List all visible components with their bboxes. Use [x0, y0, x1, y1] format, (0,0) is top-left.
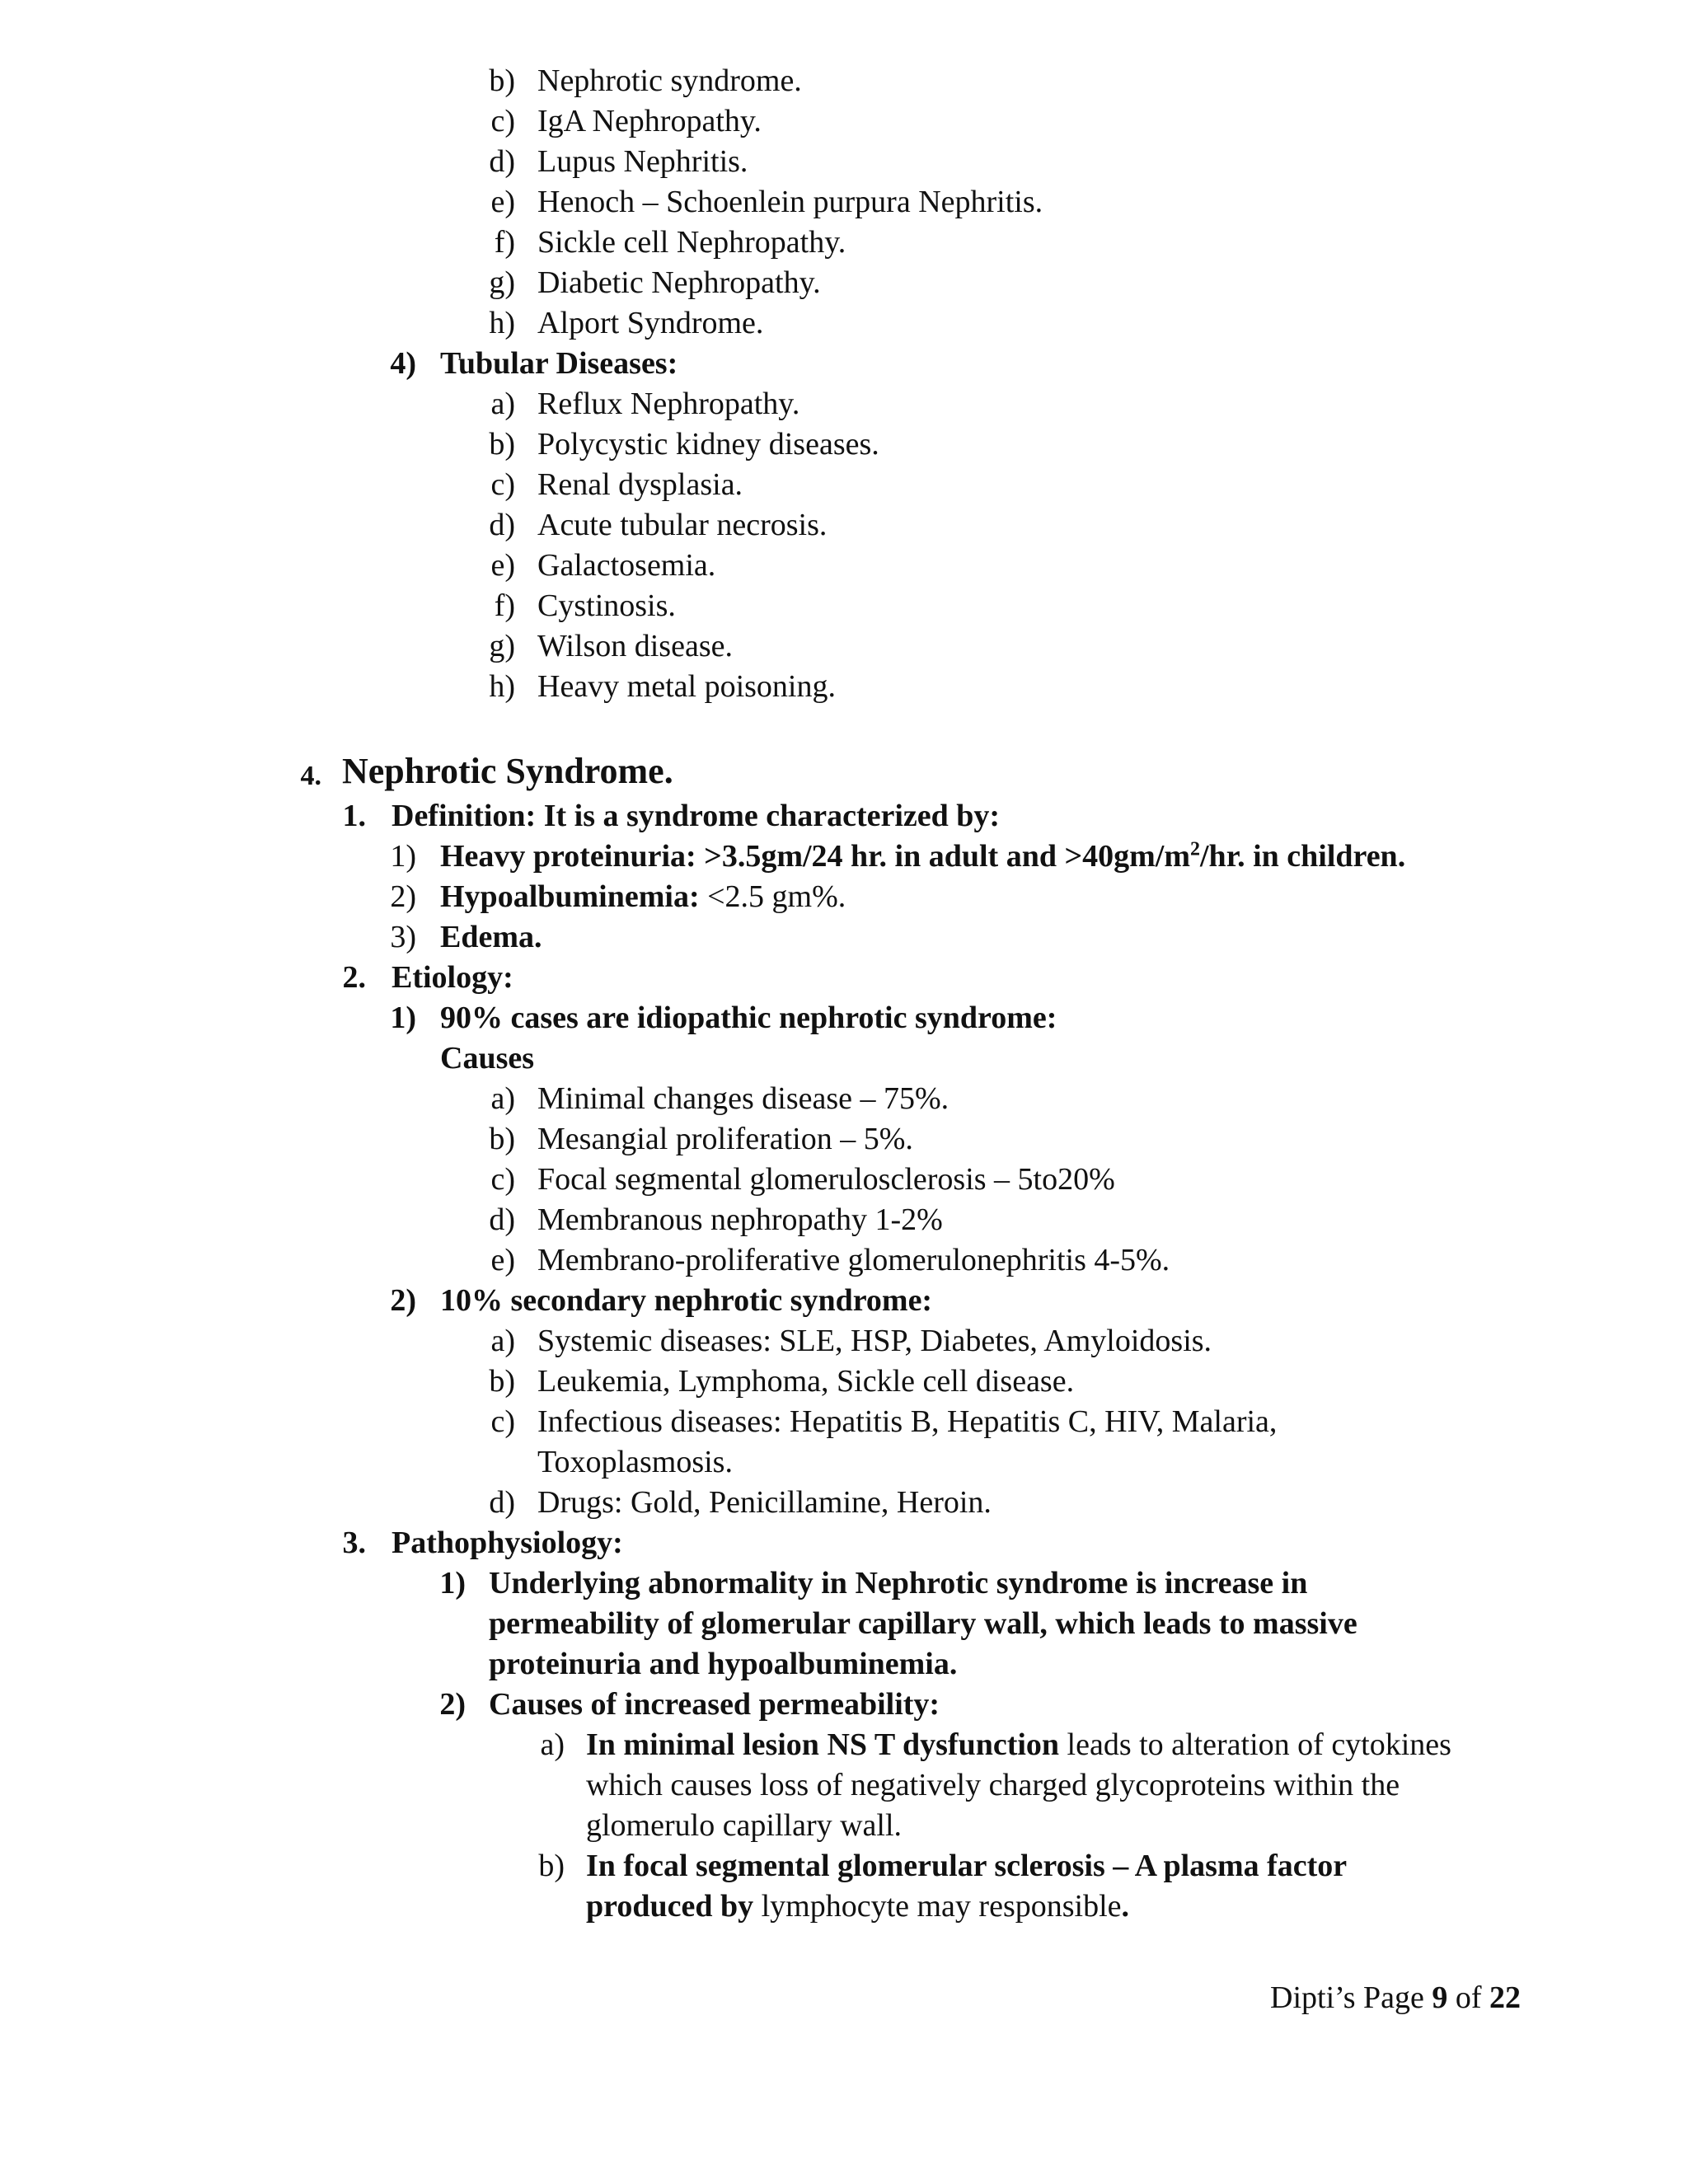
list-item-text: Wilson disease.: [537, 629, 733, 663]
list-item-title: Causes of increased permeability:: [489, 1687, 940, 1722]
page-number: 9: [1432, 1980, 1448, 2015]
list-item-text: Focal segmental glomerulosclerosis – 5to20%: [537, 1162, 1115, 1197]
list-item-text: Polycystic kidney diseases.: [537, 427, 879, 462]
section-number: 4.: [300, 761, 321, 791]
list-item-text: Minimal changes disease – 75%.: [537, 1081, 950, 1116]
list-item-text: IgA Nephropathy.: [537, 104, 762, 138]
list-marker: f): [494, 225, 515, 260]
list-item-text: Mesangial proliferation – 5%.: [537, 1122, 913, 1156]
list-item-text: Systemic diseases: SLE, HSP, Diabetes, Amyloidosis.: [537, 1324, 1212, 1358]
list-item-text: Membranous nephropathy 1-2%: [537, 1202, 943, 1237]
list-item-text: Underlying abnormality in Nephrotic syndrome is increase in: [489, 1566, 1308, 1601]
list-item-text: Galactosemia.: [537, 548, 716, 583]
subsection-title: Tubular Diseases:: [440, 346, 678, 381]
list-marker: g): [489, 265, 515, 300]
list-marker: a): [490, 387, 515, 421]
list-marker: 2): [439, 1687, 466, 1722]
list-marker: f): [494, 588, 515, 623]
list-marker: 1): [390, 1001, 416, 1035]
list-marker: e): [490, 1243, 515, 1277]
list-marker: c): [490, 1162, 515, 1197]
subsection-title: Etiology:: [392, 960, 513, 995]
list-item-text: produced by lymphocyte may responsible.: [586, 1889, 1130, 1924]
list-item-text: Toxoplasmosis.: [537, 1445, 733, 1479]
section-title: Nephrotic Syndrome.: [342, 751, 673, 791]
footer-label: Dipti’s Page: [1270, 1980, 1432, 2015]
list-marker: b): [489, 1364, 515, 1399]
list-item-text: Leukemia, Lymphoma, Sickle cell disease.: [537, 1364, 1075, 1399]
list-item-text: Diabetic Nephropathy.: [537, 265, 821, 300]
list-item-text: Renal dysplasia.: [537, 467, 743, 502]
page-total: 22: [1489, 1980, 1521, 2015]
list-marker: c): [490, 104, 515, 138]
list-item-text: Reflux Nephropathy.: [537, 387, 800, 421]
list-marker: 1): [439, 1566, 466, 1601]
list-marker: 4): [390, 346, 416, 381]
list-marker: a): [490, 1324, 515, 1358]
page-footer: [1270, 1978, 1521, 2018]
list-item-text: In focal segmental glomerular sclerosis – A plasma factor: [586, 1849, 1348, 1883]
list-marker: d): [489, 1485, 515, 1520]
list-marker: g): [489, 629, 515, 663]
list-item-text: Edema.: [440, 920, 542, 954]
footer-of: of: [1447, 1980, 1489, 2015]
list-item-text: proteinuria and hypoalbuminemia.: [489, 1647, 958, 1681]
list-marker: c): [490, 1404, 515, 1439]
list-marker: 1.: [342, 799, 366, 833]
list-marker: d): [489, 144, 515, 179]
list-marker: e): [490, 548, 515, 583]
list-marker: 2): [390, 879, 416, 914]
list-item-text: Hypoalbuminemia: <2.5 gm%.: [440, 879, 846, 914]
list-marker: 3): [390, 920, 416, 954]
list-marker: a): [540, 1727, 565, 1762]
list-marker: a): [490, 1081, 515, 1116]
document-page: b) Nephrotic syndrome. c) IgA Nephropathy. d) Lupus Nephritis. e) Henoch – Schoenlein purpura Nephritis. f) Sickle cell Nephropathy. g) Diabetic Nephropathy. h) Alport Syndrome. 4) Tubular Diseases: a) Reflux Nephropathy. b) Polycystic kidney diseases. c) Renal dysplasia. d) Acute tubular necrosis. e) Galactosemia. f) Cystinosis. g) Wilson disease. h) Heavy metal poisoning. 4. Nephrotic Syndrome. 1. Definition: It is a syndrome characterized by: 1) Heavy proteinuria: >3.5gm/24 hr. in adult and $>40gm/m^2/hr$. in children. 2) Hypoalbuminemia: <2.5 gm%. 3) Edema. 2. Etiology: 1) 90% cases are idiopathic nephrotic syndrome: Causes a) Minimal changes disease – 75%. b) Mesangial proliferation – 5%. c) Focal segmental glomerulosclerosis – 5to20% d) Membranous nephropathy 1-2% e) Membrano-proliferative glomerulonephritis 4-5%. 2) 10% secondary nephrotic syndrome: a) Systemic diseases: SLE, HSP, Diabetes, Amyloidosis. b) Leukemia, Lymphoma, Sickle cell disease. c) Infectious diseases: Hepatitis B, Hepatitis C, HIV, Malaria, Toxoplasmosis. d) Drugs: Gold, Penicillamine, Heroin. 3. Pathophysiology: 1) Underlying abnormality in Nephrotic syndrome is increase in permeability of glomerular capillary wall, which leads to massive proteinuria and hypoalbuminemia. 2) Causes of increased permeability: a) In minimal lesion NS T dysfunction leads to alteration of cytokines which causes loss of negatively charged glycoproteins within the glomerulo capillary wall. b) In focal segmental glomerular sclerosis – A plasma factor produced by lymphocyte may responsible. Dipti’s Page 9 of 22: [0, 0, 1688, 2184]
list-marker: e): [490, 185, 515, 219]
list-marker: b): [489, 1122, 515, 1156]
list-item-text: Alport Syndrome.: [537, 306, 764, 340]
list-marker: c): [490, 467, 515, 502]
list-item-text: permeability of glomerular capillary wall, which leads to massive: [489, 1606, 1357, 1641]
list-marker: h): [489, 306, 515, 340]
list-item-text: Heavy proteinuria: >3.5gm/24 hr. in adult and $>40gm/m^2/hr$. in children.: [440, 838, 1406, 874]
subsection-title: Pathophysiology:: [392, 1526, 623, 1560]
subsection-title: Definition: It is a syndrome characterized by:: [392, 799, 1001, 833]
list-item-text: In minimal lesion NS T dysfunction leads to alteration of cytokines: [586, 1727, 1451, 1762]
list-marker: h): [489, 669, 515, 704]
list-marker: b): [538, 1849, 565, 1883]
list-item-text: Lupus Nephritis.: [537, 144, 748, 179]
list-marker: 1): [390, 839, 416, 874]
list-item-text: Cystinosis.: [537, 588, 676, 623]
list-item-text: Acute tubular necrosis.: [537, 508, 828, 542]
list-marker: 3.: [342, 1526, 366, 1560]
list-item-text: Sickle cell Nephropathy.: [537, 225, 846, 260]
list-item-text: Infectious diseases: Hepatitis B, Hepatitis C, HIV, Malaria,: [537, 1404, 1278, 1439]
list-item-text: Drugs: Gold, Penicillamine, Heroin.: [537, 1485, 992, 1520]
list-marker: b): [489, 427, 515, 462]
list-item-text: which causes loss of negatively charged glycoproteins within the: [586, 1768, 1400, 1802]
list-item-text: Nephrotic syndrome.: [537, 63, 802, 98]
list-item-text: Membrano-proliferative glomerulonephritis 4-5%.: [537, 1243, 1170, 1277]
list-item-title: 10% secondary nephrotic syndrome:: [440, 1283, 933, 1318]
list-marker: 2.: [342, 960, 366, 995]
list-item-text: Henoch – Schoenlein purpura Nephritis.: [537, 185, 1043, 219]
list-item-text: glomerulo capillary wall.: [586, 1808, 903, 1843]
list-marker: d): [489, 508, 515, 542]
list-marker: b): [489, 63, 515, 98]
list-marker: d): [489, 1202, 515, 1237]
list-marker: 2): [390, 1283, 416, 1318]
list-item-title: 90% cases are idiopathic nephrotic syndrome:: [440, 1001, 1057, 1035]
list-item-text: Heavy metal poisoning.: [537, 669, 836, 704]
